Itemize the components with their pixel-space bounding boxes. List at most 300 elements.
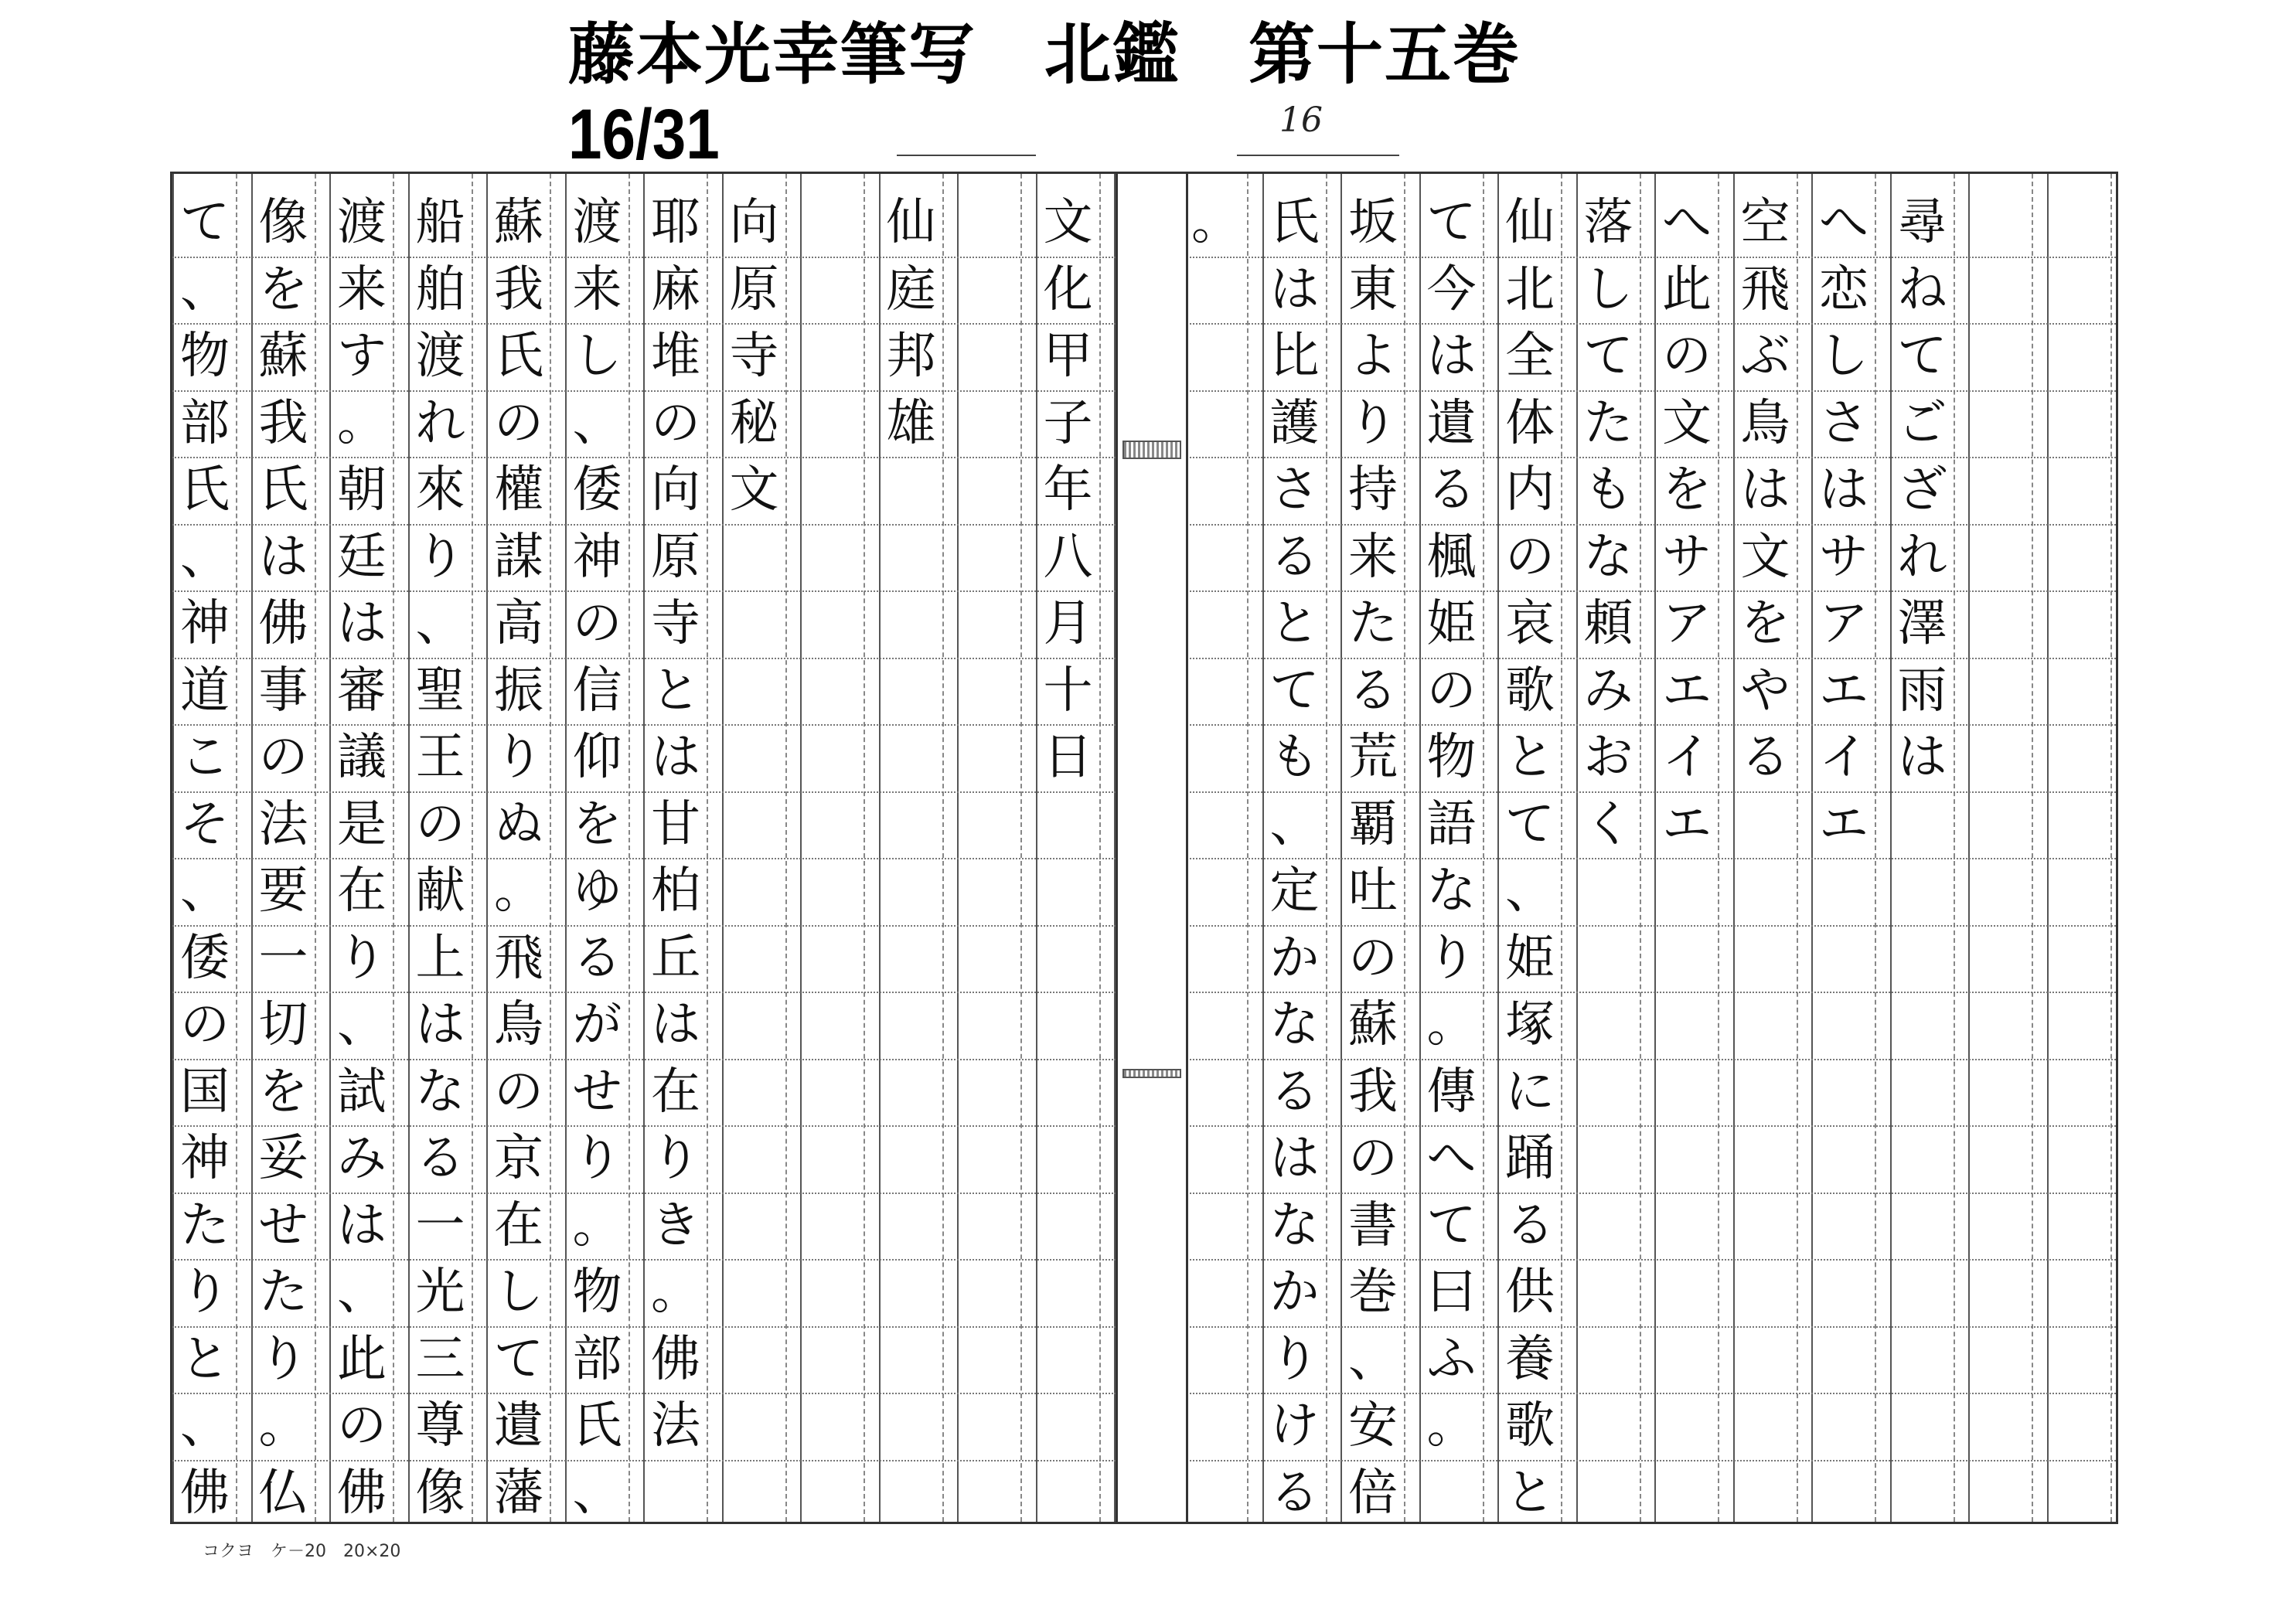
manuscript-character: の: [1348, 929, 1398, 987]
grid-column-rule: [1968, 174, 1970, 1522]
manuscript-character: ア: [1819, 595, 1868, 652]
manuscript-character: 像: [415, 1464, 465, 1522]
manuscript-character: ふ: [1426, 1330, 1477, 1388]
grid-column-rule: [2047, 174, 2049, 1522]
manuscript-character: 語: [1426, 795, 1477, 853]
manuscript-character: は: [1740, 461, 1790, 519]
left-page-column: [557, 189, 638, 1526]
manuscript-character: 蘇: [494, 194, 543, 251]
left-page-column: [165, 189, 245, 1526]
manuscript-character: 妥: [258, 1130, 308, 1187]
manuscript-character: へ: [1426, 1130, 1477, 1187]
manuscript-character: る: [1426, 461, 1477, 519]
manuscript-character: 一: [258, 929, 308, 987]
manuscript-character: 曰: [1426, 1264, 1477, 1321]
manuscript-character: を: [572, 795, 622, 853]
manuscript-character: の: [494, 1063, 543, 1121]
manuscript-character: 文: [729, 461, 779, 519]
manuscript-character: 法: [258, 795, 308, 853]
manuscript-character: 我: [1348, 1063, 1398, 1121]
manuscript-character: 物: [572, 1264, 622, 1321]
manuscript-character: 船: [415, 194, 465, 251]
manuscript-character: 供: [1505, 1264, 1555, 1321]
grid-column-gutter: [864, 174, 865, 1522]
manuscript-character: 此: [337, 1330, 387, 1388]
manuscript-character: 神: [180, 595, 230, 652]
manuscript-character: 内: [1505, 461, 1555, 519]
manuscript-character: り: [1269, 1330, 1320, 1388]
manuscript-character: の: [337, 1397, 387, 1455]
manuscript-character: し: [572, 328, 622, 385]
manuscript-character: 京: [494, 1130, 543, 1187]
manuscript-character: れ: [1897, 528, 1947, 586]
manuscript-character: 来: [337, 260, 387, 318]
manuscript-character: 持: [1348, 461, 1398, 519]
manuscript-character: 渡: [572, 194, 622, 251]
right-page-column: [1647, 189, 1727, 858]
manuscript-character: 恋: [1819, 260, 1868, 318]
manuscript-character: 来: [1348, 528, 1398, 586]
manuscript-character: し: [494, 1264, 543, 1321]
manuscript-character: 尊: [415, 1397, 465, 1455]
manuscript-character: り: [572, 1130, 622, 1187]
manuscript-character: 物: [1426, 729, 1477, 786]
manuscript-character: イ: [1662, 729, 1712, 786]
manuscript-character: も: [1269, 729, 1320, 786]
manuscript-character: す: [337, 328, 387, 385]
binding-ornament-middle: [1122, 1069, 1181, 1078]
manuscript-character: 護: [1269, 394, 1320, 452]
manuscript-character: さ: [1819, 394, 1868, 452]
manuscript-character: 事: [258, 662, 308, 720]
manuscript-character: ア: [1662, 595, 1712, 652]
manuscript-character: ね: [1897, 260, 1947, 318]
manuscript-character: 氏: [494, 328, 543, 385]
manuscript-character: 佛: [180, 1464, 230, 1522]
manuscript-character: 、: [180, 260, 230, 318]
manuscript-character: 切: [258, 996, 308, 1053]
manuscript-character: し: [1583, 260, 1633, 318]
manuscript-character: 柏: [651, 863, 700, 920]
manuscript-character: 文: [1043, 194, 1093, 251]
manuscript-character: 聖: [415, 662, 465, 720]
manuscript-character: 遺: [494, 1397, 543, 1455]
manuscript-character: 藩: [494, 1464, 543, 1522]
manuscript-character: り: [494, 729, 543, 786]
manuscript-character: た: [1583, 394, 1633, 452]
manuscript-character: 舶: [415, 260, 465, 318]
manuscript-character: 楓: [1426, 528, 1477, 586]
manuscript-character: 邦: [886, 328, 936, 385]
manuscript-character: サ: [1662, 528, 1712, 586]
manuscript-character: 。: [1191, 194, 1241, 251]
manuscript-character: 国: [180, 1063, 230, 1121]
manuscript-character: て: [494, 1330, 543, 1388]
manuscript-character: 氏: [1269, 194, 1320, 251]
manuscript-character: 空: [1740, 194, 1790, 251]
manuscript-character: を: [258, 1063, 308, 1121]
manuscript-character: 丘: [651, 929, 700, 987]
manuscript-character: 、: [180, 863, 230, 920]
manuscript-character: や: [1740, 662, 1790, 720]
manuscript-character: て: [1505, 795, 1555, 853]
manuscript-character: 養: [1505, 1330, 1555, 1388]
manuscript-character: に: [1505, 1063, 1555, 1121]
left-page-column: [1028, 189, 1109, 791]
manuscript-character: は: [651, 996, 700, 1053]
manuscript-character: 朝: [337, 461, 387, 519]
manuscript-character: は: [1819, 461, 1868, 519]
manuscript-character: そ: [180, 795, 230, 853]
manuscript-character: 廷: [337, 528, 387, 586]
manuscript-character: 王: [415, 729, 465, 786]
grid-column-gutter: [2032, 174, 2033, 1522]
binding-ornament-top: [1122, 441, 1181, 459]
manuscript-character: は: [1897, 729, 1947, 786]
manuscript-character: 定: [1269, 863, 1320, 920]
manuscript-character: 歌: [1505, 1397, 1555, 1455]
manuscript-character: 。: [494, 863, 543, 920]
left-page-column: [244, 189, 324, 1526]
manuscript-character: 氏: [180, 461, 230, 519]
manuscript-character: の: [494, 394, 543, 452]
manuscript-character: 文: [1740, 528, 1790, 586]
manuscript-character: 仙: [1505, 194, 1555, 251]
manuscript-character: の: [1505, 528, 1555, 586]
manuscript-character: 北: [1505, 260, 1555, 318]
manuscript-character: 。: [1426, 996, 1477, 1053]
manuscript-character: 澤: [1897, 595, 1947, 652]
manuscript-character: の: [1348, 1130, 1398, 1187]
manuscript-character: 荒: [1348, 729, 1398, 786]
manuscript-character: 鳥: [494, 996, 543, 1053]
manuscript-character: 雄: [886, 394, 936, 452]
manuscript-character: る: [1269, 1063, 1320, 1121]
manuscript-character: な: [1426, 863, 1477, 920]
manuscript-character: を: [1662, 461, 1712, 519]
manuscript-character: 今: [1426, 260, 1477, 318]
right-page-column: [1569, 189, 1649, 858]
manuscript-character: エ: [1662, 662, 1712, 720]
grid-column-gutter: [1020, 174, 1022, 1522]
manuscript-character: 子: [1043, 394, 1093, 452]
manuscript-character: る: [1269, 528, 1320, 586]
manuscript-character: 原: [651, 528, 700, 586]
manuscript-character: と: [1505, 729, 1555, 786]
left-page-column: [871, 189, 952, 457]
manuscript-character: 甲: [1043, 328, 1093, 385]
manuscript-character: き: [651, 1196, 700, 1254]
manuscript-character: 。: [651, 1264, 700, 1321]
manuscript-character: 塚: [1505, 996, 1555, 1053]
manuscript-character: 、: [572, 1464, 622, 1522]
manuscript-character: 八: [1043, 528, 1093, 586]
manuscript-character: 仰: [572, 729, 622, 786]
manuscript-character: へ: [1662, 194, 1712, 251]
manuscript-character: 落: [1583, 194, 1633, 251]
manuscript-character: り: [1348, 394, 1398, 452]
right-page-column: [1333, 189, 1413, 1526]
manuscript-character: 是: [337, 795, 387, 853]
manuscript-character: 我: [494, 260, 543, 318]
manuscript-character: て: [1583, 328, 1633, 385]
manuscript-character: る: [1348, 662, 1398, 720]
manuscript-character: は: [337, 1196, 387, 1254]
manuscript-character: 秘: [729, 394, 779, 452]
manuscript-character: 。: [572, 1196, 622, 1254]
center-binding-band: [1116, 174, 1188, 1522]
manuscript-character: ゆ: [572, 863, 622, 920]
manuscript-character: 佛: [258, 595, 308, 652]
manuscript-character: ざ: [1897, 461, 1947, 519]
manuscript-character: な: [415, 1063, 465, 1121]
manuscript-character: 覇: [1348, 795, 1398, 853]
manuscript-character: 來: [415, 461, 465, 519]
manuscript-character: 信: [572, 662, 622, 720]
left-page-column: [714, 189, 795, 524]
manuscript-character: を: [258, 260, 308, 318]
manuscript-character: せ: [572, 1063, 622, 1121]
manuscript-character: 要: [258, 863, 308, 920]
manuscript-character: を: [1740, 595, 1790, 652]
manuscript-character: 書: [1348, 1196, 1398, 1254]
manuscript-character: 議: [337, 729, 387, 786]
manuscript-character: 、: [415, 595, 465, 652]
manuscript-character: く: [1583, 795, 1633, 853]
manuscript-character: 在: [651, 1063, 700, 1121]
right-page-column: [1255, 189, 1335, 1526]
sheet-rule-right: [1237, 155, 1399, 156]
manuscript-character: 踊: [1505, 1130, 1555, 1187]
manuscript-character: 歌: [1505, 662, 1555, 720]
manuscript-character: 審: [337, 662, 387, 720]
manuscript-character: る: [1505, 1196, 1555, 1254]
manuscript-character: の: [1662, 328, 1712, 385]
manuscript-character: は: [415, 996, 465, 1053]
manuscript-character: 權: [494, 461, 543, 519]
manuscript-sheet: [170, 172, 2118, 1524]
manuscript-character: 化: [1043, 260, 1093, 318]
manuscript-character: 三: [415, 1330, 465, 1388]
manuscript-character: た: [258, 1264, 308, 1321]
sheet-rule-left: [897, 155, 1036, 156]
manuscript-character: よ: [1348, 328, 1398, 385]
manuscript-character: 原: [729, 260, 779, 318]
right-page-column: [1725, 189, 1806, 791]
manuscript-character: へ: [1819, 194, 1868, 251]
manuscript-character: 蘇: [258, 328, 308, 385]
manuscript-character: か: [1269, 929, 1320, 987]
manuscript-character: せ: [258, 1196, 308, 1254]
manuscript-character: 尋: [1897, 194, 1947, 251]
manuscript-character: 法: [651, 1397, 700, 1455]
manuscript-character: り: [180, 1264, 230, 1321]
manuscript-character: 我: [258, 394, 308, 452]
manuscript-character: 氏: [258, 461, 308, 519]
manuscript-character: 来: [572, 260, 622, 318]
manuscript-character: 、: [180, 528, 230, 586]
manuscript-character: お: [1583, 729, 1633, 786]
grid-column-gutter: [1247, 174, 1248, 1522]
manuscript-character: 耶: [651, 194, 700, 251]
right-page-column: [1412, 189, 1492, 1460]
manuscript-character: て: [180, 194, 230, 251]
manuscript-character: る: [1740, 729, 1790, 786]
manuscript-character: 十: [1043, 662, 1093, 720]
manuscript-character: 光: [415, 1264, 465, 1321]
paper-brand-label: コクヨ ケ－20 20×20: [203, 1542, 401, 1561]
manuscript-character: 一: [415, 1196, 465, 1254]
manuscript-character: り: [337, 929, 387, 987]
manuscript-character: 麻: [651, 260, 700, 318]
manuscript-character: 渡: [337, 194, 387, 251]
manuscript-character: り: [1426, 929, 1477, 987]
handwritten-page-mark: 16: [1279, 100, 1323, 140]
manuscript-character: る: [1269, 1464, 1320, 1522]
manuscript-character: 寺: [651, 595, 700, 652]
manuscript-character: 東: [1348, 260, 1398, 318]
manuscript-character: 文: [1662, 394, 1712, 452]
page-number: 16/31: [568, 95, 720, 174]
manuscript-character: 振: [494, 662, 543, 720]
manuscript-character: 飛: [1740, 260, 1790, 318]
left-page-column: [322, 189, 402, 1526]
manuscript-character: 在: [494, 1196, 543, 1254]
manuscript-character: 神: [180, 1130, 230, 1187]
manuscript-character: は: [1426, 328, 1477, 385]
manuscript-character: 寺: [729, 328, 779, 385]
manuscript-character: み: [1583, 662, 1633, 720]
manuscript-character: 頼: [1583, 595, 1633, 652]
document-title: 藤本光幸筆写 北鑑 第十五巻: [568, 16, 1521, 94]
manuscript-character: 部: [180, 394, 230, 452]
manuscript-character: 蘇: [1348, 996, 1398, 1053]
manuscript-character: 姫: [1426, 595, 1477, 652]
manuscript-character: 年: [1043, 461, 1093, 519]
manuscript-character: る: [415, 1130, 465, 1187]
manuscript-character: と: [1269, 595, 1320, 652]
manuscript-character: も: [1583, 461, 1633, 519]
manuscript-character: さ: [1269, 461, 1320, 519]
manuscript-character: 仏: [258, 1464, 308, 1522]
manuscript-character: の: [258, 729, 308, 786]
manuscript-character: イ: [1819, 729, 1868, 786]
manuscript-character: 謀: [494, 528, 543, 586]
left-page-column: [635, 189, 716, 1460]
manuscript-character: 全: [1505, 328, 1555, 385]
manuscript-character: 坂: [1348, 194, 1398, 251]
manuscript-character: サ: [1819, 528, 1868, 586]
manuscript-character: の: [572, 595, 622, 652]
manuscript-character: 道: [180, 662, 230, 720]
manuscript-character: 献: [415, 863, 465, 920]
manuscript-character: る: [572, 929, 622, 987]
manuscript-character: け: [1269, 1397, 1320, 1455]
manuscript-character: と: [651, 662, 700, 720]
right-page-column: [1176, 189, 1256, 257]
manuscript-character: て: [1897, 328, 1947, 385]
manuscript-character: 佛: [337, 1464, 387, 1522]
manuscript-character: が: [572, 996, 622, 1053]
manuscript-character: と: [1505, 1464, 1555, 1522]
manuscript-character: の: [180, 996, 230, 1053]
left-page-column: [400, 189, 481, 1526]
manuscript-character: 体: [1505, 394, 1555, 452]
manuscript-character: 像: [258, 194, 308, 251]
manuscript-character: 傳: [1426, 1063, 1477, 1121]
manuscript-character: 倭: [180, 929, 230, 987]
manuscript-character: 安: [1348, 1397, 1398, 1455]
manuscript-character: 渡: [415, 328, 465, 385]
manuscript-character: 、: [572, 394, 622, 452]
manuscript-character: 試: [337, 1063, 387, 1121]
manuscript-character: 鳥: [1740, 394, 1790, 452]
manuscript-character: 。: [337, 394, 387, 452]
manuscript-character: 部: [572, 1330, 622, 1388]
manuscript-character: エ: [1819, 662, 1868, 720]
manuscript-character: て: [1269, 662, 1320, 720]
manuscript-character: の: [1426, 662, 1477, 720]
manuscript-character: 遺: [1426, 394, 1477, 452]
manuscript-character: は: [1269, 1130, 1320, 1187]
manuscript-character: 月: [1043, 595, 1093, 652]
manuscript-character: 向: [729, 194, 779, 251]
manuscript-character: 姫: [1505, 929, 1555, 987]
manuscript-character: は: [258, 528, 308, 586]
right-page-column: [1882, 189, 1963, 791]
manuscript-character: 上: [415, 929, 465, 987]
manuscript-character: 高: [494, 595, 543, 652]
manuscript-character: て: [1426, 1196, 1477, 1254]
manuscript-character: ぶ: [1740, 328, 1790, 385]
manuscript-character: り: [651, 1130, 700, 1187]
manuscript-character: ぬ: [494, 795, 543, 853]
manuscript-character: な: [1269, 1196, 1320, 1254]
manuscript-character: 庭: [886, 260, 936, 318]
manuscript-character: こ: [180, 729, 230, 786]
manuscript-character: 此: [1662, 260, 1712, 318]
right-page-column: [1490, 189, 1570, 1526]
manuscript-character: 、: [1348, 1330, 1398, 1388]
manuscript-character: 佛: [651, 1330, 700, 1388]
manuscript-character: り: [258, 1330, 308, 1388]
manuscript-character: の: [415, 795, 465, 853]
manuscript-character: 氏: [572, 1397, 622, 1455]
manuscript-character: エ: [1819, 795, 1868, 853]
manuscript-character: か: [1269, 1264, 1320, 1321]
manuscript-character: り: [415, 528, 465, 586]
grid-column-gutter: [2110, 174, 2112, 1522]
left-page-column: [479, 189, 559, 1526]
manuscript-character: な: [1583, 528, 1633, 586]
manuscript-character: 向: [651, 461, 700, 519]
manuscript-character: 物: [180, 328, 230, 385]
manuscript-character: と: [180, 1330, 230, 1388]
manuscript-character: エ: [1662, 795, 1712, 853]
manuscript-character: 。: [1426, 1397, 1477, 1455]
right-page-column: [1804, 189, 1884, 858]
manuscript-character: 在: [337, 863, 387, 920]
grid-column-rule: [800, 174, 802, 1522]
manuscript-character: 、: [337, 996, 387, 1053]
manuscript-character: み: [337, 1130, 387, 1187]
manuscript-character: 。: [258, 1397, 308, 1455]
manuscript-character: 甘: [651, 795, 700, 853]
manuscript-character: て: [1426, 194, 1477, 251]
manuscript-character: た: [180, 1196, 230, 1254]
manuscript-character: れ: [415, 394, 465, 452]
manuscript-character: は: [337, 595, 387, 652]
